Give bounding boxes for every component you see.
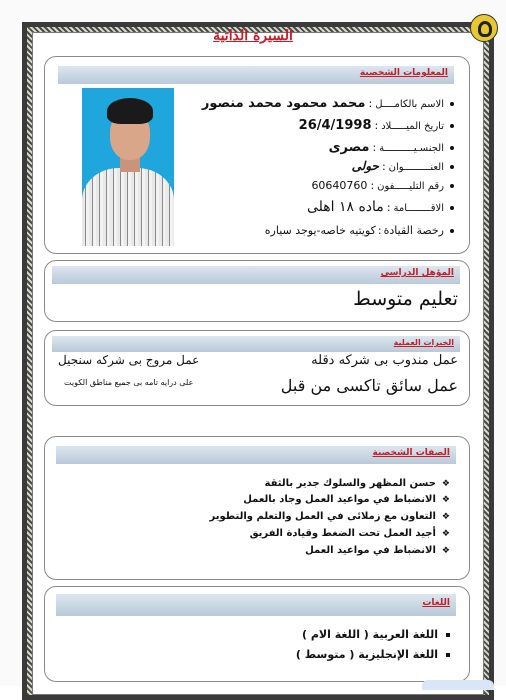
languages-heading: اللغات <box>422 598 450 608</box>
field-address: العنـــــــــوان:حولى <box>352 159 454 173</box>
field-birthdate: تاريخ الميـــــلاد:26/4/1998 <box>299 118 454 133</box>
experience-item: عمل مروج بى شركه سنجيل <box>58 353 200 367</box>
experience-heading: الخبرات العملية <box>393 338 454 347</box>
education-heading: المؤهل الدراسي <box>380 268 454 278</box>
profile-photo <box>82 88 174 246</box>
experience-item: عمل سائق تاكسى من قبل <box>280 376 458 395</box>
personal-info-heading: المعلومات الشخصية <box>359 68 448 78</box>
personal-info-header <box>58 66 454 84</box>
experience-header <box>52 336 460 352</box>
language-item: اللغة الإنجليزية ( متوسط ) <box>296 648 450 661</box>
trait-item: ❖التعاون مع زملائى في العمل والتعلم والتطوير <box>209 511 450 522</box>
field-license: رخصة القيادة:كويتيه خاصه-يوجد سياره <box>265 224 454 237</box>
bottom-action-tab[interactable] <box>422 680 494 690</box>
traits-heading: الصفات الشخصية <box>372 448 450 458</box>
languages-header <box>56 594 456 616</box>
trait-item: ❖أجيد العمل تحت الضغط وقيادة الفريق <box>249 528 450 539</box>
field-residency: الاقــــــــامة:ماده ١٨ اهلى <box>307 199 454 215</box>
experience-item: عمل مندوب بى شركه دقله <box>311 353 458 368</box>
trait-item: ❖الانضباط في مواعيد العمل <box>305 545 450 556</box>
trait-item: ❖الانضباط في مواعيد العمل وجاد بالعمل <box>243 494 450 505</box>
education-value: تعليم متوسط <box>353 288 458 310</box>
language-item: اللغة العربية ( اللغة الام ) <box>302 628 450 641</box>
field-phone: رقم التليـــــفون:60640760 <box>311 179 454 192</box>
page-title: السيرة الذاتية <box>213 28 293 44</box>
field-nationality: الجنسـيــــــــــة:مصرى <box>329 140 454 155</box>
education-header <box>52 266 460 284</box>
trait-item: ❖حسن المظهر والسلوك جدير بالثقة <box>264 478 450 489</box>
experience-item: على درايه تامه بى جميع مناطق الكويت <box>64 378 194 387</box>
traits-header <box>56 446 456 464</box>
field-name: الاسم بالكامــــل:محمد محمود محمد منصور <box>202 96 454 111</box>
